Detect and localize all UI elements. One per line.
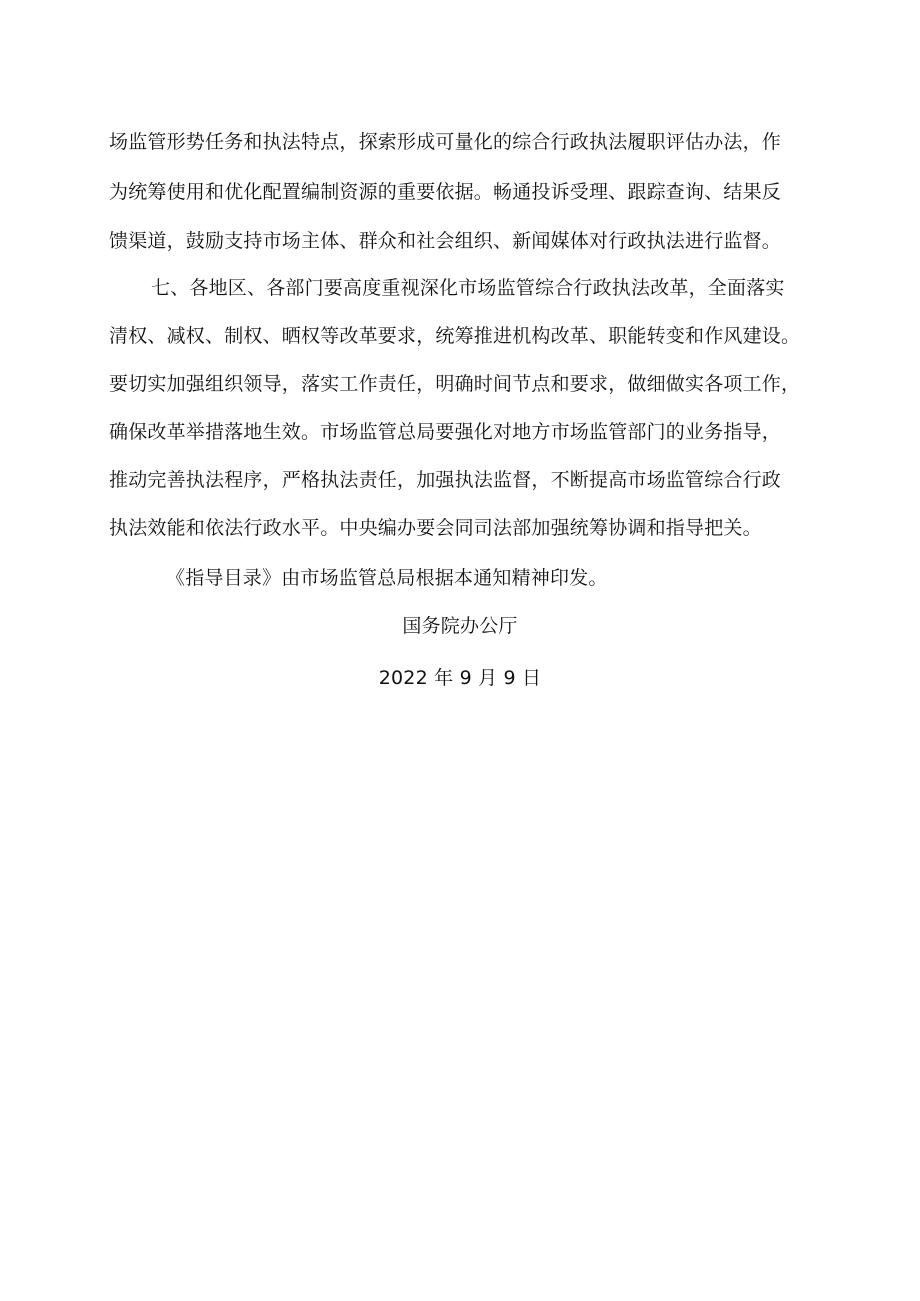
paragraph-seven-line: 要切实加强组织领导，落实工作责任，明确时间节点和要求，做细做实各项工作， [109,373,801,395]
paragraph-seven-line: 清权、减权、制权、晒权等改革要求，统筹推进机构改革、职能转变和作风建设。 [109,325,801,347]
paragraph-line: 场监管形势任务和执法特点，探索形成可量化的综合行政执法履职评估办法，作 [109,131,782,153]
closing-note: 《指导目录》由市场监管总局根据本通知精神印发。 [166,567,608,589]
paragraph-seven-line: 确保改革举措落地生效。市场监管总局要强化对地方市场监管部门的业务指导， [109,421,782,443]
paragraph-seven-line: 七、各地区、各部门要高度重视深化市场监管综合行政执法改革，全面落实 [151,277,785,299]
paragraph-seven-line: 推动完善执法程序，严格执法责任，加强执法监督，不断提高市场监管综合行政 [109,469,782,491]
paragraph-seven-line: 执法效能和依法行政水平。中央编办要会同司法部加强统筹协调和指导把关。 [109,517,762,539]
issue-date: 2022 年 9 月 9 日 [378,667,542,689]
issuing-office: 国务院办公厅 [402,615,518,637]
paragraph-line: 为统筹使用和优化配置编制资源的重要依据。畅通投诉受理、跟踪查询、结果反 [109,181,782,203]
paragraph-line: 馈渠道，鼓励支持市场主体、群众和社会组织、新闻媒体对行政执法进行监督。 [109,230,782,252]
